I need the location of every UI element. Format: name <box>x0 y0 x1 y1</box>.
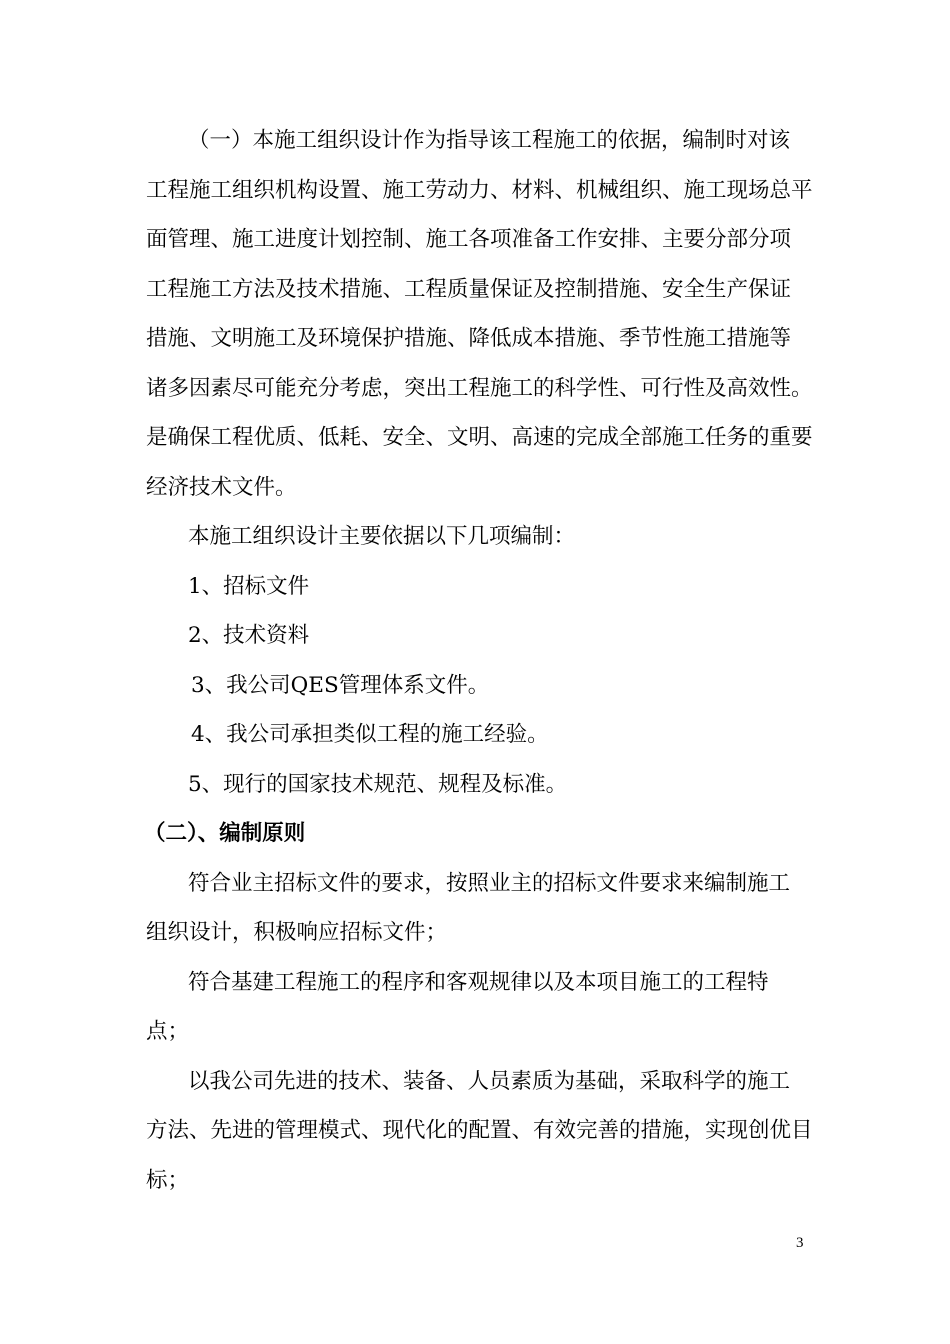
principle-paragraph <box>146 1057 814 1206</box>
text-line: 面管理、施工进度计划控制、施工各项准备工作安排、主要分部分项 <box>146 227 792 252</box>
text-line: （一）本施工组织设计作为指导该工程施工的依据，编制时对该 <box>188 128 791 153</box>
text-line: 诸多因素尽可能充分考虑，突出工程施工的科学性、可行性及高效性。 <box>146 375 813 401</box>
text-line: 工程施工方法及技术措施、工程质量保证及控制措施、安全生产保证 <box>146 276 792 302</box>
list-item: 1、招标文件 <box>188 573 310 599</box>
text-line: 以我公司先进的技术、装备、人员素质为基础，采取科学的施工 <box>188 1068 791 1094</box>
list-item: 2、技术资料 <box>188 623 310 648</box>
text-line: 符合基建工程施工的程序和客观规律以及本项目施工的工程特 <box>188 969 769 995</box>
basis-list <box>146 562 814 810</box>
text-line: 措施、文明施工及环境保护措施、降低成本措施、季节性施工措施等 <box>146 326 792 351</box>
basis-intro: 本施工组织设计主要依据以下几项编制： <box>188 524 576 549</box>
principle-paragraph <box>146 859 814 958</box>
text-line: 经济技术文件。 <box>146 474 297 500</box>
text-line: 标； <box>146 1167 190 1193</box>
section-heading: （二）、编制原则 <box>144 821 306 846</box>
principle-paragraph <box>146 958 814 1057</box>
text-line: 符合业主招标文件的要求，按照业主的招标文件要求来编制施工 <box>188 870 791 896</box>
text-line: 是确保工程优质、低耗、安全、文明、高速的完成全部施工任务的重要 <box>146 425 813 450</box>
list-item: 3、我公司QES管理体系文件。 <box>191 672 490 698</box>
text-line: 组织设计，积极响应招标文件； <box>146 920 448 945</box>
text-line: 工程施工组织机构设置、施工劳动力、材料、机械组织、施工现场总平 <box>146 177 813 203</box>
page-number: 3 <box>796 1235 804 1251</box>
text-line: 方法、先进的管理模式、现代化的配置、有效完善的措施，实现创优目 <box>146 1118 813 1143</box>
text-line: 点； <box>146 1019 190 1044</box>
document-body <box>146 116 814 1205</box>
list-item: 4、我公司承担类似工程的施工经验。 <box>191 722 549 747</box>
paragraph-compilation-basis <box>146 116 814 512</box>
list-item: 5、现行的国家技术规范、规程及标准。 <box>188 771 568 797</box>
